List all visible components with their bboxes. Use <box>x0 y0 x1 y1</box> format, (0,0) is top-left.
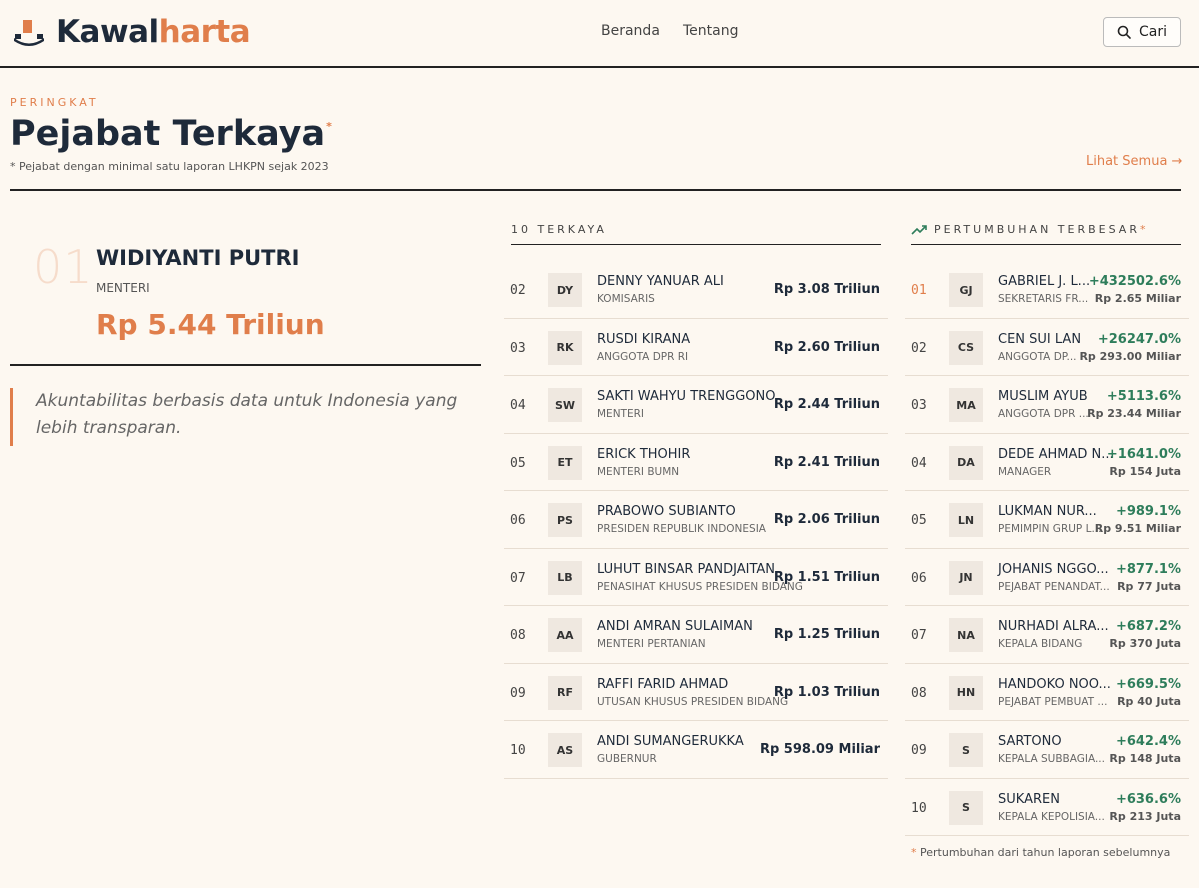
table-row[interactable] <box>905 779 1189 837</box>
growth-percentage: +642.4% <box>1115 734 1181 749</box>
wealth-value: Rp 77 Juta <box>1117 579 1181 593</box>
table-row[interactable] <box>905 261 1189 319</box>
rank-number: 07 <box>510 570 526 586</box>
top-official-name[interactable]: WIDIYANTI PUTRI <box>96 246 300 270</box>
official-role: UTUSAN KHUSUS PRESIDEN BIDANG <box>597 695 789 708</box>
richest-heading-rule <box>511 244 881 245</box>
official-role: GUBERNUR <box>597 753 657 765</box>
growth-percentage: +1641.0% <box>1106 446 1181 462</box>
avatar: GJ <box>949 273 983 307</box>
wealth-value: Rp 3.08 Triliun <box>773 282 880 297</box>
table-row[interactable] <box>504 721 888 779</box>
table-row[interactable] <box>905 721 1189 779</box>
avatar: MA <box>949 388 983 422</box>
growth-percentage: +26247.0% <box>1097 331 1181 347</box>
wealth-value: Rp 1.25 Triliun <box>773 627 880 642</box>
page-title <box>10 114 332 154</box>
table-row[interactable] <box>905 664 1189 722</box>
official-role: ANGGOTA DPR RI <box>597 350 689 363</box>
official-name[interactable]: SUKAREN <box>998 791 1060 807</box>
wealth-value: Rp 213 Juta <box>1109 809 1181 823</box>
growth-heading-text: PERTUMBUHAN TERBESAR <box>934 223 1140 236</box>
table-row[interactable] <box>504 491 888 549</box>
official-role: SEKRETARIS FR... <box>998 293 1089 305</box>
rank-number: 09 <box>911 743 927 758</box>
table-row[interactable] <box>504 664 888 722</box>
rank-number: 05 <box>911 513 927 528</box>
avatar: RK <box>548 331 582 365</box>
official-role: PEJABAT PEMBUAT ... <box>998 695 1108 708</box>
official-name[interactable]: NURHADI ALRA... <box>998 619 1109 634</box>
search-icon <box>1117 25 1131 39</box>
wealth-value: Rp 2.44 Triliun <box>773 397 880 412</box>
top-divider <box>10 364 481 366</box>
avatar: RF <box>548 676 582 710</box>
official-name[interactable]: LUKMAN NUR... <box>998 504 1097 519</box>
richest-heading: 10 TERKAYA <box>511 223 607 236</box>
growth-footnote <box>911 846 1170 859</box>
official-name[interactable]: ANDI SUMANGERUKKA <box>597 734 744 749</box>
wealth-value: Rp 9.51 Miliar <box>1094 522 1181 535</box>
table-row[interactable] <box>504 434 888 492</box>
rank-number: 04 <box>510 398 526 413</box>
rank-number: 08 <box>911 685 927 701</box>
official-name[interactable]: CEN SUI LAN <box>998 331 1082 347</box>
official-name[interactable]: SARTONO <box>998 734 1062 749</box>
wealth-value: Rp 2.60 Triliun <box>773 339 880 355</box>
top-rank-number: 01 <box>33 240 94 294</box>
official-role: PEJABAT PENANDAT... <box>998 580 1110 593</box>
wealth-value: Rp 293.00 Miliar <box>1079 349 1181 363</box>
growth-heading <box>911 223 1145 236</box>
official-name[interactable]: RAFFI FARID AHMAD <box>597 676 729 692</box>
top-official-wealth: Rp 5.44 Triliun <box>96 308 325 341</box>
rank-number: 01 <box>911 283 927 298</box>
rank-number: 02 <box>510 283 526 298</box>
wealth-value: Rp 598.09 Miliar <box>759 742 880 757</box>
official-role: MANAGER <box>998 465 1052 478</box>
table-row[interactable] <box>504 376 888 434</box>
trending-up-icon <box>911 224 927 236</box>
table-row[interactable] <box>905 549 1189 607</box>
nav-link-tentang[interactable]: Tentang <box>683 23 739 39</box>
wealth-value: Rp 23.44 Miliar <box>1087 407 1181 420</box>
site-header <box>0 0 1199 68</box>
official-name[interactable]: JOHANIS NGGO... <box>998 561 1109 577</box>
rank-number: 05 <box>510 455 526 471</box>
table-row[interactable] <box>905 434 1189 492</box>
wealth-value: Rp 40 Juta <box>1117 694 1181 708</box>
avatar: NA <box>949 618 983 652</box>
footnote-asterisk: * <box>911 846 917 859</box>
official-role: MENTERI PERTANIAN <box>597 638 706 650</box>
official-name[interactable]: HANDOKO NOO... <box>998 676 1111 692</box>
page-title-text: Pejabat Terkaya <box>10 114 326 154</box>
section-eyebrow: PERINGKAT <box>10 96 99 109</box>
wealth-value: Rp 154 Juta <box>1109 464 1181 478</box>
official-name[interactable]: MUSLIM AYUB <box>998 389 1088 404</box>
avatar: CS <box>949 331 983 365</box>
official-name[interactable]: GABRIEL J. L... <box>998 274 1091 289</box>
avatar: LN <box>949 503 983 537</box>
growth-percentage: +636.6% <box>1115 791 1181 807</box>
footnote-text: Pertumbuhan dari tahun laporan sebelumnya <box>916 846 1171 859</box>
official-name[interactable]: LUHUT BINSAR PANDJAITAN <box>597 561 776 577</box>
official-name[interactable]: SAKTI WAHYU TRENGGONO <box>597 389 776 404</box>
table-row[interactable] <box>905 376 1189 434</box>
rank-number: 10 <box>510 743 526 758</box>
avatar: DA <box>949 446 983 480</box>
growth-heading-asterisk: * <box>1139 223 1146 236</box>
official-role: KEPALA BIDANG <box>998 638 1083 650</box>
table-row[interactable] <box>504 549 888 607</box>
table-row[interactable] <box>504 319 888 377</box>
rank-number: 04 <box>911 455 927 471</box>
wealth-value: Rp 370 Juta <box>1109 637 1181 650</box>
wealth-value: Rp 2.06 Triliun <box>773 512 880 527</box>
rank-number: 06 <box>911 570 927 586</box>
avatar: LB <box>548 561 582 595</box>
official-role: PENASIHAT KHUSUS PRESIDEN BIDANG <box>597 580 803 593</box>
official-role: MENTERI BUMN <box>597 465 680 478</box>
avatar: PS <box>548 503 582 537</box>
table-row[interactable] <box>504 261 888 319</box>
title-divider <box>10 189 1181 191</box>
growth-percentage: +5113.6% <box>1106 389 1181 404</box>
growth-percentage: +669.5% <box>1115 676 1181 692</box>
growth-percentage: +687.2% <box>1115 619 1181 634</box>
wealth-value: Rp 2.41 Triliun <box>773 454 880 470</box>
official-name[interactable]: ANDI AMRAN SULAIMAN <box>597 619 753 634</box>
growth-percentage: +989.1% <box>1115 504 1181 519</box>
avatar: S <box>949 733 983 767</box>
growth-list <box>905 261 1189 836</box>
rank-number: 09 <box>510 685 526 701</box>
official-role: PRESIDEN REPUBLIK INDONESIA <box>597 523 766 535</box>
top-official-role: MENTERI <box>96 281 150 295</box>
wealth-value: Rp 1.03 Triliun <box>773 684 880 700</box>
rank-number: 10 <box>911 800 927 816</box>
growth-heading-rule <box>911 244 1181 245</box>
growth-percentage: +877.1% <box>1115 561 1181 577</box>
logo-text-part1: Kawal <box>56 14 159 50</box>
official-role: ANGGOTA DPR ... <box>998 408 1089 420</box>
official-role: KOMISARIS <box>597 293 655 305</box>
wealth-value: Rp 148 Juta <box>1109 752 1181 765</box>
avatar: HN <box>949 676 983 710</box>
see-all-link[interactable]: Lihat Semua → <box>1086 154 1183 169</box>
wealth-value: Rp 2.65 Miliar <box>1094 292 1181 305</box>
logo[interactable] <box>12 14 250 50</box>
wealth-value: Rp 1.51 Triliun <box>773 569 880 585</box>
table-row[interactable] <box>905 606 1189 664</box>
official-name[interactable]: DENNY YANUAR ALI <box>597 274 724 289</box>
search-button-label: Cari <box>1139 24 1167 40</box>
page-title-asterisk: * <box>326 120 332 133</box>
avatar: ET <box>548 446 582 480</box>
rank-number: 03 <box>911 398 927 413</box>
rank-number: 02 <box>911 340 927 356</box>
logo-text-part2: harta <box>158 14 251 50</box>
official-role: MENTERI <box>597 408 644 420</box>
official-role: KEPALA SUBBAGIA... <box>998 753 1105 765</box>
official-name[interactable]: PRABOWO SUBIANTO <box>597 504 736 519</box>
official-role: KEPALA KEPOLISIA... <box>998 810 1105 823</box>
avatar: S <box>949 791 983 825</box>
official-name[interactable]: RUSDI KIRANA <box>597 331 691 347</box>
richest-list <box>504 261 888 779</box>
avatar: SW <box>548 388 582 422</box>
logo-mark-icon <box>12 15 46 49</box>
rank-number: 03 <box>510 340 526 356</box>
avatar: AA <box>548 618 582 652</box>
avatar: AS <box>548 733 582 767</box>
search-button[interactable] <box>1103 17 1181 47</box>
page-subtitle: * Pejabat dengan minimal satu laporan LHKPN sejak 2023 <box>10 160 329 173</box>
tagline-quote: Akuntabilitas berbasis data untuk Indonesia yang lebih transparan. <box>10 388 481 446</box>
avatar: JN <box>949 561 983 595</box>
official-role: ANGGOTA DP... <box>998 350 1077 363</box>
official-name[interactable]: DEDE AHMAD N... <box>998 446 1114 462</box>
logo-text <box>56 14 250 50</box>
official-name[interactable]: ERICK THOHIR <box>597 446 691 462</box>
official-role: PEMIMPIN GRUP L... <box>998 523 1102 535</box>
rank-number: 06 <box>510 513 526 528</box>
table-row[interactable] <box>905 319 1189 377</box>
table-row[interactable] <box>504 606 888 664</box>
rank-number: 08 <box>510 628 526 643</box>
nav-link-beranda[interactable]: Beranda <box>601 23 660 39</box>
growth-percentage: +432502.6% <box>1088 274 1181 289</box>
avatar: DY <box>548 273 582 307</box>
rank-number: 07 <box>911 628 927 643</box>
table-row[interactable] <box>905 491 1189 549</box>
